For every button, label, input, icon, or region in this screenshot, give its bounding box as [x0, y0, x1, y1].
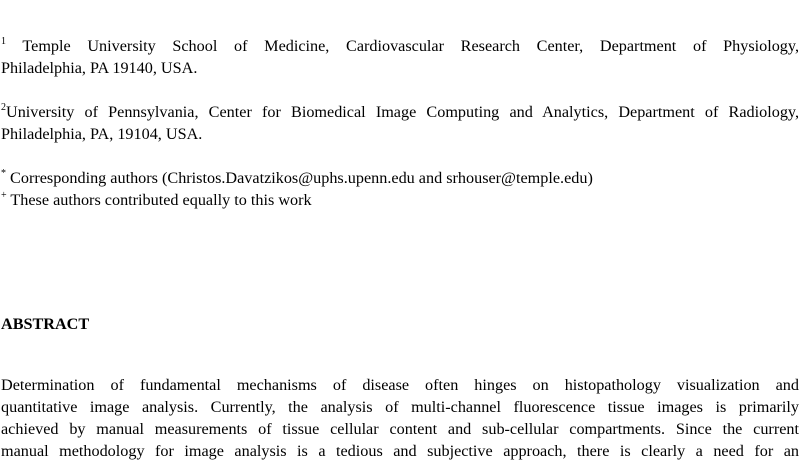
corresponding-marker: *	[1, 167, 6, 179]
abstract-line-3: achieved by manual measurements of tissue cellular content and sub-cellular compartments. Since the current	[1, 420, 799, 438]
equal-contribution-note	[1, 189, 799, 211]
affiliation-1	[1, 35, 799, 79]
author-notes	[1, 167, 799, 211]
affiliation-2-text: University of Pennsylvania, Center for Biomedical Image Computing and Analytics, Department of Radiology,	[6, 103, 799, 121]
abstract-body	[1, 374, 799, 462]
affiliation-2-line-1	[1, 101, 799, 123]
equal-contribution-marker: +	[1, 189, 7, 201]
abstract-line-4: manual methodology for image analysis is a tedious and subjective approach, there is clearly a need for an	[1, 442, 799, 460]
abstract-heading: ABSTRACT	[1, 315, 90, 333]
affiliation-2	[1, 101, 799, 145]
affiliation-1-line-2: Philadelphia, PA 19140, USA.	[1, 59, 198, 77]
affiliation-2-line-2: Philadelphia, PA, 19104, USA.	[1, 125, 203, 143]
affiliation-1-marker: 1	[1, 35, 6, 47]
corresponding-authors-note	[1, 167, 799, 189]
affiliation-2-marker: 2	[1, 101, 6, 113]
affiliation-1-text: Temple University School of Medicine, Cardiovascular Research Center, Department of Physiology,	[6, 37, 799, 55]
abstract-line-1: Determination of fundamental mechanisms of disease often hinges on histopathology visualization and	[1, 376, 799, 394]
abstract-line-2: quantitative image analysis. Currently, the analysis of multi-channel fluorescence tissue images is primarily	[1, 398, 799, 416]
equal-contribution-text: These authors contributed equally to this work	[6, 191, 312, 209]
corresponding-text: Corresponding authors (Christos.Davatzikos@uphs.upenn.edu and srhouser@temple.edu)	[6, 169, 593, 187]
affiliation-1-line-1	[1, 35, 799, 57]
